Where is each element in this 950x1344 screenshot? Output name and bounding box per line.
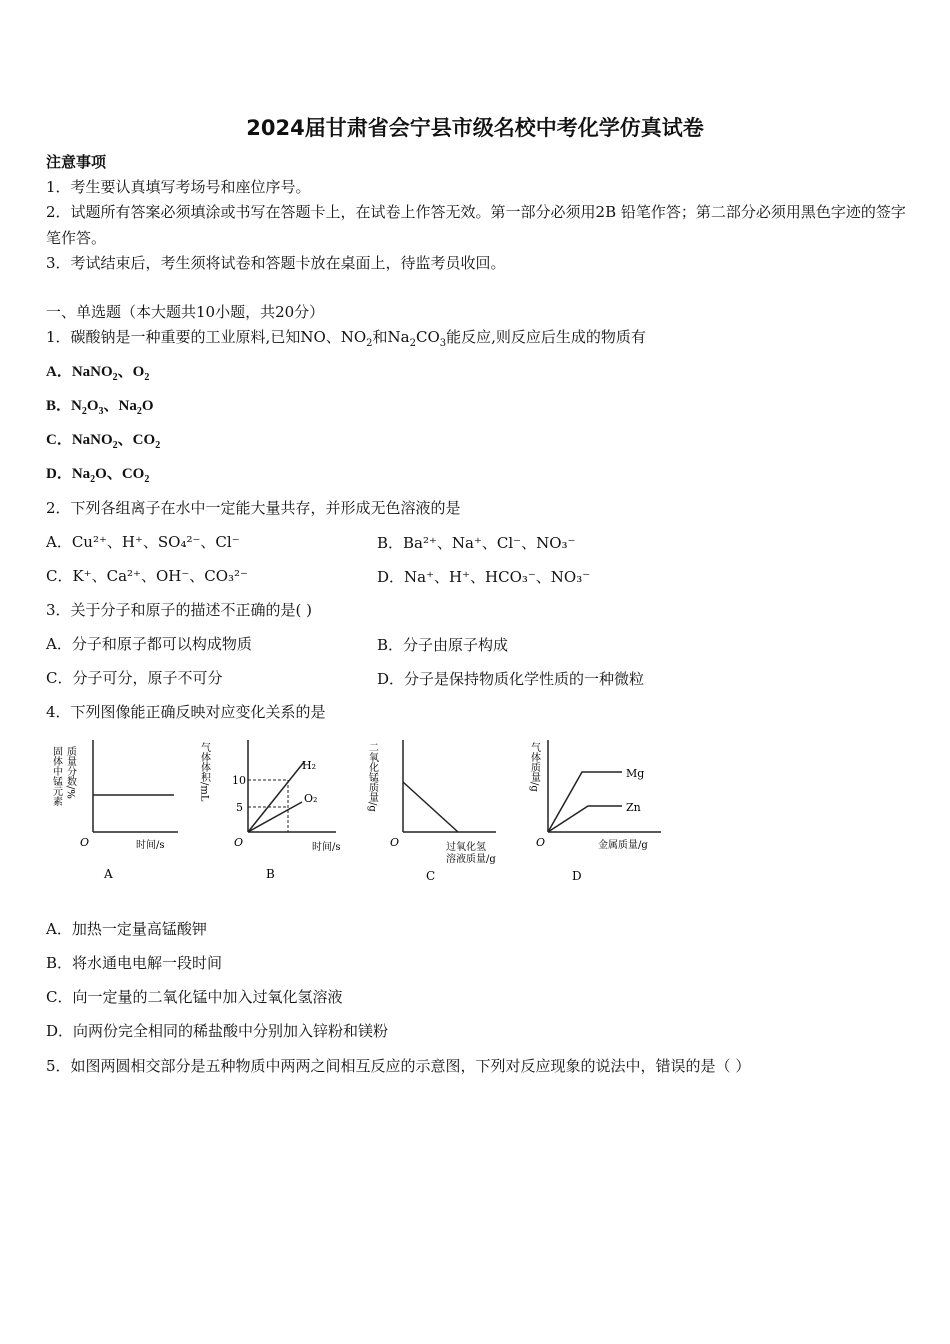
question-3-stem: 3．关于分子和原子的描述不正确的是( )	[46, 601, 313, 619]
fig-a-ylabel-1: 固体中锰元素	[50, 746, 62, 806]
fig-d-ylabel: 气体质量/g	[528, 742, 540, 792]
fig-b-xlabel: 时间/s	[312, 842, 341, 853]
fig-c-xlabel-1: 过氧化氢	[446, 842, 486, 853]
question-4-option-a: A．加热一定量高锰酸钾	[46, 920, 207, 938]
fig-c-ylabel: 二氧化锰质量/g	[366, 742, 378, 812]
question-2-option-c: C．K⁺、Ca²⁺、OH⁻、CO₃²⁻	[46, 567, 248, 585]
fig-a-caption: A	[104, 867, 113, 881]
fig-d-caption: D	[572, 869, 582, 883]
question-5-stem: 5．如图两圆相交部分是五种物质中两两之间相互反应的示意图，下列对反应现象的说法中，错误的是（ ）	[46, 1057, 751, 1075]
fig-b-caption: B	[266, 867, 275, 881]
figure-b	[199, 740, 341, 881]
fig-a-ylabel-2: 质量分数/%	[64, 746, 76, 799]
fig-b-h2-line	[248, 762, 304, 832]
fig-d-origin: O	[536, 836, 546, 849]
fig-d-mg-curve	[548, 772, 622, 832]
fig-d-zn-label: Zn	[626, 801, 641, 814]
question-1-option-b: B．$N_2O_3$、$Na_2O$	[46, 398, 154, 417]
figure-d	[529, 740, 662, 883]
question-3-option-d: D．分子是保持物质化学性质的一种微粒	[377, 670, 645, 688]
notice-item-2: 2．试题所有答案必须填涂或书写在答题卡上，在试卷上作答无效。第一部分必须用2B 铅笔作答；第二部分必须用黑色字迹的签字笔作答。	[46, 203, 906, 247]
question-2-option-b: B．Ba²⁺、Na⁺、Cl⁻、NO₃⁻	[377, 534, 576, 552]
question-4-option-b: B．将水通电电解一段时间	[46, 954, 223, 972]
question-1-stem: 1．碳酸钠是一种重要的工业原料,已知NO、$NO_2$和$Na_2CO_3$能反应,则反应后生成的物质有	[46, 328, 646, 349]
fig-b-o2-label: O₂	[304, 792, 318, 805]
question-4-stem: 4．下列图像能正确反映对应变化关系的是	[46, 703, 326, 721]
question-3-option-b: B．分子由原子构成	[377, 636, 509, 654]
question-2-option-d: D．Na⁺、H⁺、HCO₃⁻、NO₃⁻	[377, 568, 591, 586]
figure-a	[51, 740, 179, 881]
fig-d-mg-label: Mg	[626, 767, 645, 780]
fig-b-h2-label: H₂	[302, 759, 317, 772]
question-1-option-d: D．$Na_2O$、$CO_2$	[46, 466, 150, 485]
exam-title: 2024届甘肃省会宁县市级名校中考化学仿真试卷	[246, 116, 704, 140]
fig-b-origin: O	[234, 836, 244, 849]
fig-c-curve	[403, 782, 458, 832]
question-3-option-a: A．分子和原子都可以构成物质	[46, 635, 252, 653]
section-heading: 一、单选题（本大题共10小题，共20分）	[46, 303, 325, 321]
fig-d-zn-curve	[548, 806, 622, 832]
figure-c	[367, 740, 497, 883]
question-4-option-d: D．向两份完全相同的稀盐酸中分别加入锌粉和镁粉	[46, 1022, 389, 1040]
question-1-option-a: A．NaNO$_2$、$O_2$	[46, 364, 150, 383]
question-3-option-c: C．分子可分，原子不可分	[46, 669, 223, 687]
fig-c-xlabel-2: 溶液质量/g	[446, 854, 496, 865]
fig-c-origin: O	[390, 836, 400, 849]
question-4-option-c: C．向一定量的二氧化锰中加入过氧化氢溶液	[46, 988, 343, 1006]
question-1-option-c: C．NaNO$_2$、$CO_2$	[46, 432, 161, 451]
notice-item-1: 1．考生要认真填写考场号和座位序号。	[46, 178, 311, 196]
question-2-stem: 2．下列各组离子在水中一定能大量共存，并形成无色溶液的是	[46, 499, 461, 517]
fig-b-tick-10: 10	[232, 774, 246, 787]
question-4-figures	[46, 732, 686, 892]
question-2-option-a: A．Cu²⁺、H⁺、SO₄²⁻、Cl⁻	[46, 533, 240, 551]
fig-b-ylabel: 气体体积/mL	[198, 742, 210, 802]
notice-heading: 注意事项	[46, 153, 107, 171]
fig-a-xlabel: 时间/s	[136, 840, 165, 851]
fig-d-xlabel: 金属质量/g	[598, 840, 648, 851]
fig-a-origin: O	[80, 836, 90, 849]
notice-item-3: 3．考试结束后，考生须将试卷和答题卡放在桌面上，待监考员收回。	[46, 254, 506, 272]
fig-b-tick-5: 5	[236, 801, 243, 814]
fig-c-caption: C	[426, 869, 436, 883]
